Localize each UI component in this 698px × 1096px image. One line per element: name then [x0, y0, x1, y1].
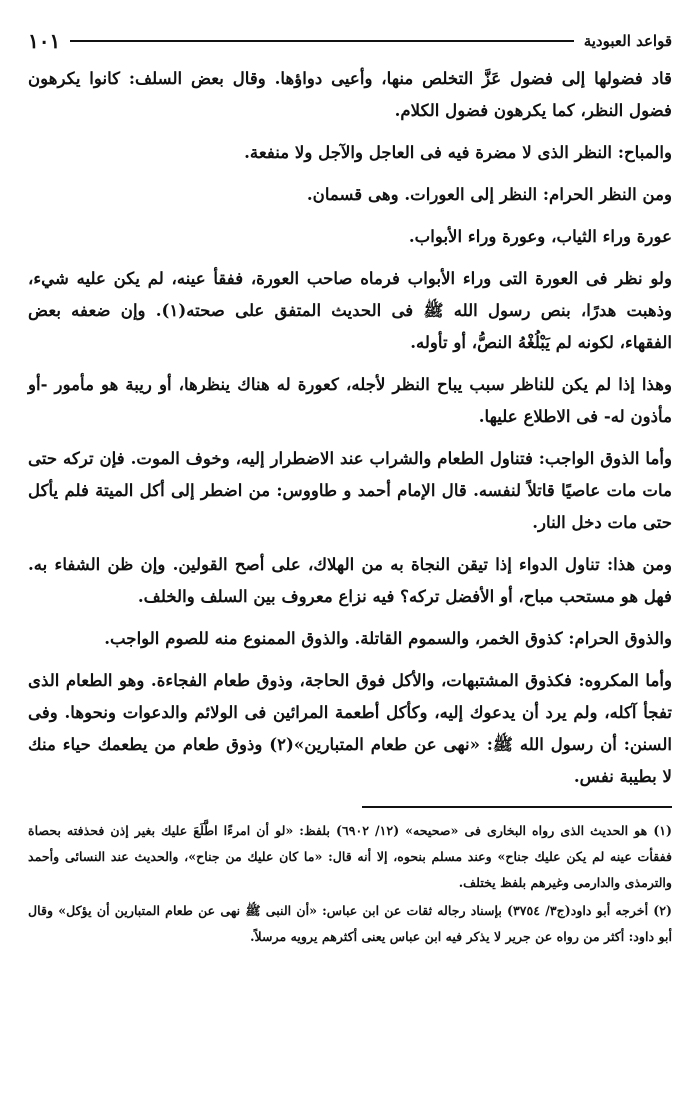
paragraph: ومن هذا: تناول الدواء إذا تيقن النجاة به من الهلاك، على أصح القولين. وإن ظن الشفاء به. فهل هو مستحب مباح، أو الأفضل تركه؟ فيه نزاع معروف بين السلف والخلف. [28, 554, 672, 606]
footnotes [28, 818, 672, 950]
page-header [28, 26, 672, 56]
paragraph: عورة وراء الثياب، وعورة وراء الأبواب. [408, 226, 672, 246]
paragraph: قاد فضولها إلى فضول عَزَّ التخلص منها، وأعيى دواؤها. وقال بعض السلف: كانوا يكرهون فضول النظر، كما يكرهون فضول الكلام. [28, 68, 672, 120]
paragraph: والمباح: النظر الذى لا مضرة فيه فى العاجل والآجل ولا منفعة. [244, 142, 672, 162]
header-rule [70, 40, 573, 42]
page-number: ١٠١ [28, 29, 61, 53]
main-text [28, 62, 672, 792]
paragraph: وأما الذوق الواجب: فتناول الطعام والشراب عند الاضطرار إليه، وخوف الموت. فإن تركه حتى مات مات عاصيًا قاتلاً لنفسه. قال الإمام أحمد و طاووس: من اضطر إلى أكل الميتة فلم يأكل حتى مات دخل النار. [28, 448, 672, 532]
footnote-1: (١) هو الحديث الذى رواه البخارى فى «صحيحه» (١٢/ ٦٩٠٢) بلفظ: «لو أن امرءًا اطَّلَعَ عليك بغير إذن فحذفته بحصاة ففقأت عينه لم يكن عليك جناح» وعند مسلم بنحوه، إلا أنه قال: «ما كان عليك من جناح»، والحديث عند النسائى وأحمد والترمذى والدارمى وغيرهم بلفظ يختلف. [28, 822, 673, 890]
footnote-separator [362, 806, 672, 808]
paragraph: والذوق الحرام: كذوق الخمر، والسموم القاتلة. والذوق الممنوع منه للصوم الواجب. [104, 628, 672, 648]
paragraph: ولو نظر فى العورة التى وراء الأبواب فرماه صاحب العورة، ففقأ عينه، لم يكن عليه شيء، وذهبت هدرًا، بنص رسول الله ﷺ فى الحديث المتفق على صحته(١). وإن ضعفه بعض الفقهاء، لكونه لم يَبْلُغْهُ النصُّ، أو تأوله. [28, 268, 673, 352]
running-title: قواعد العبودية [583, 32, 672, 50]
paragraph: وأما المكروه: فكذوق المشتبهات، والأكل فوق الحاجة، وذوق طعام الفجاءة. وهو الطعام الذى تفجأ آكله، ولم يرد أن يدعوك إليه، وكأكل أطعمة المرائين فى الولائم والدعوات ونحوها. وفى السنن: أن رسول الله ﷺ: «نهى عن طعام المتبارين»(٢) وذوق طعام من يطعمك حياء منك لا بطيبة نفس. [28, 670, 672, 786]
paragraph: ومن النظر الحرام: النظر إلى العورات. وهى قسمان. [306, 184, 672, 204]
paragraph: وهذا إذا لم يكن للناظر سبب يباح النظر لأجله، كعورة له هناك ينظرها، أو ريبة هو مأمور -أو مأذون له- فى الاطلاع عليها. [28, 374, 672, 426]
footnote-2: (٢) أخرجه أبو داود(ج٣/ ٣٧٥٤) بإسناد رجاله ثقات عن ابن عباس: «أن النبى ﷺ نهى عن طعام المتبارين أن يؤكل» وقال أبو داود: أكثر من رواه عن جرير لا يذكر فيه ابن عباس يعنى أكثرهم يرويه مرسلاً. [28, 902, 673, 944]
